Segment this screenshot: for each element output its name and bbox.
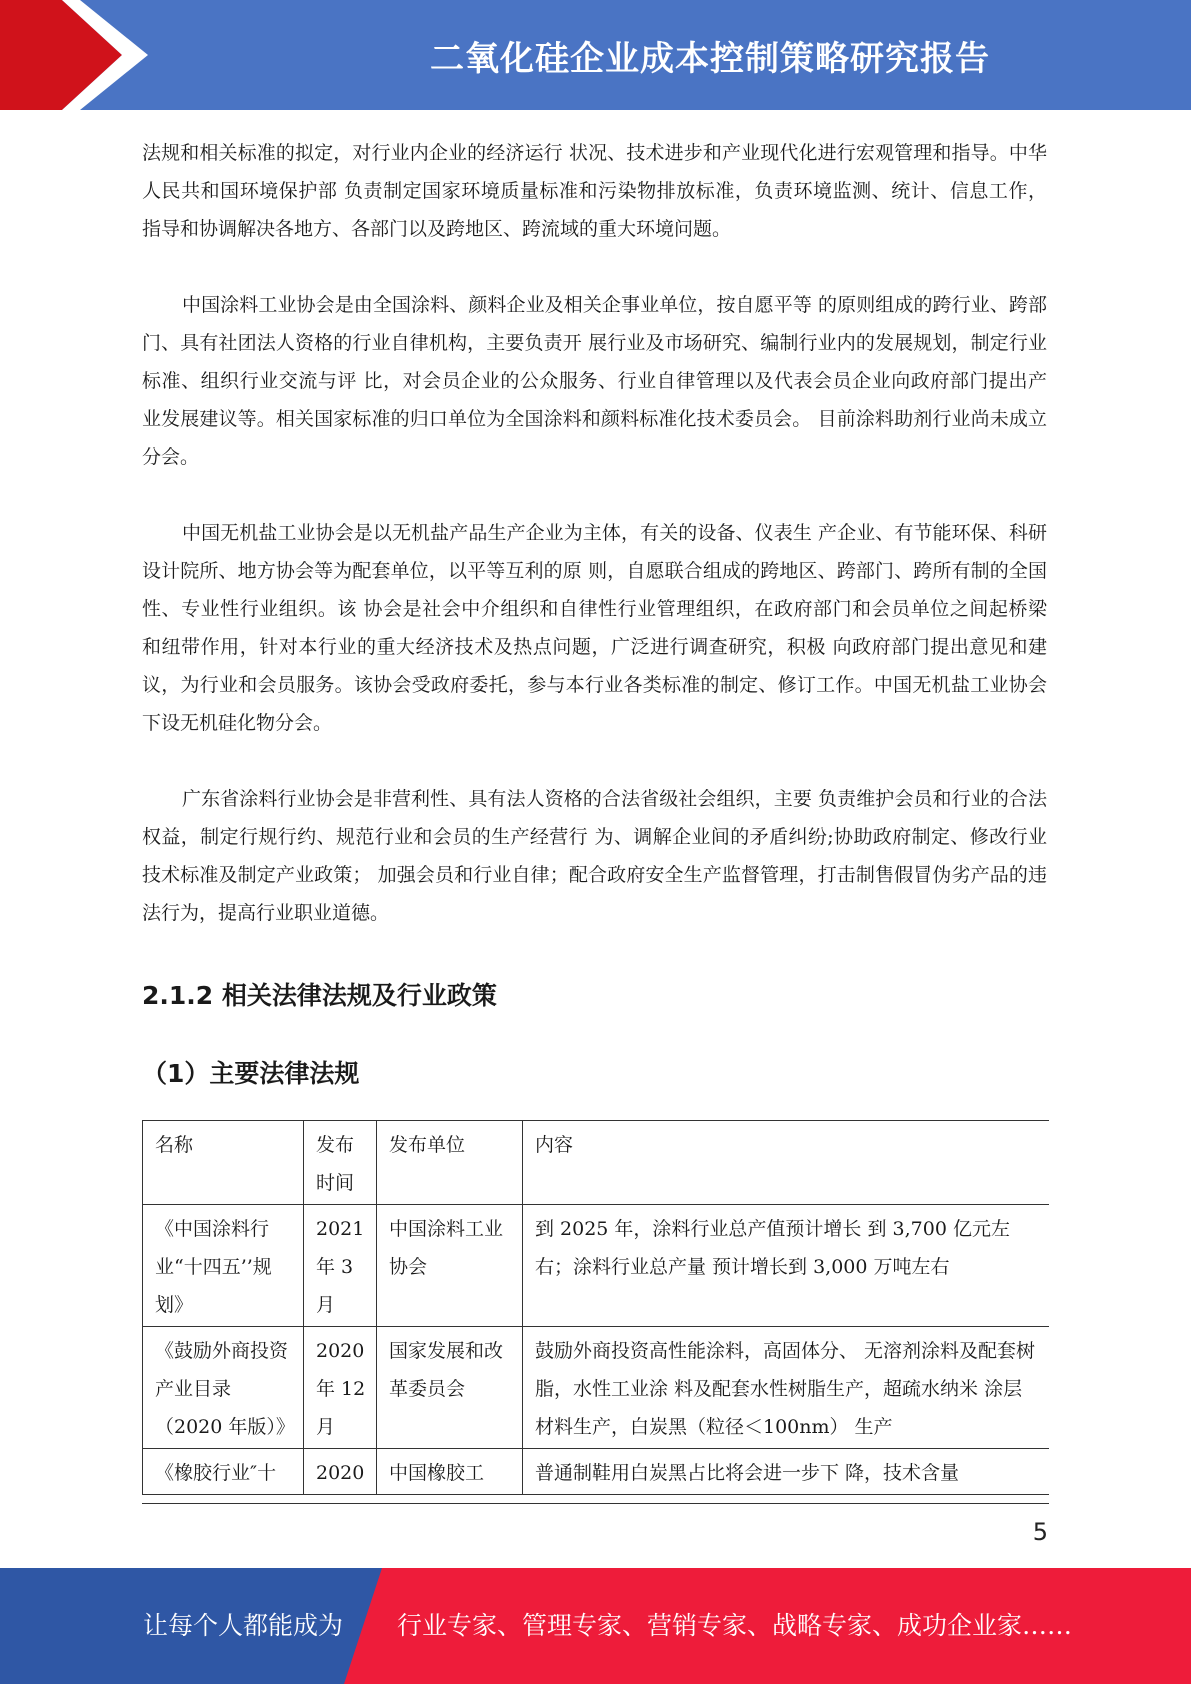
table-row — [143, 1449, 1050, 1495]
table-header-row — [143, 1121, 1050, 1205]
table-cell-name: 《橡胶行业″十 — [143, 1449, 304, 1495]
table-cell-publisher: 中国涂料工业 协会 — [377, 1205, 523, 1327]
paragraph-guangdong-association: 广东省涂料行业协会是非营利性、具有法人资格的合法省级社会组织，主要 负责维护会员和行业的合法权益，制定行规行约、规范行业和会员的生产经营行 为、调解企业间的矛盾纠纷;协助政府制定、修改行业技术标准及制定产业政策； 加强会员和行业自律；配合政府安全生产监督管理，打击制售假冒伪劣产品的违 法行为，提高行业职业道德。 — [142, 788, 1047, 924]
table-cell-publisher: 国家发展和改 革委员会 — [377, 1327, 523, 1449]
table-row — [143, 1205, 1050, 1327]
page-number: 5 — [1032, 1518, 1048, 1546]
main-content — [142, 134, 1047, 1094]
report-title: 二氧化硅企业成本控制策略研究报告 — [430, 38, 990, 79]
table-cell-publisher: 中国橡胶工 — [377, 1449, 523, 1495]
table-cell-date: 2020 年 12 月 — [304, 1327, 377, 1449]
page-header — [0, 0, 1191, 110]
section-heading: 2.1.2 相关法律法规及行业政策 — [142, 981, 497, 1010]
regulations-table-container — [142, 1120, 1049, 1504]
table-row — [143, 1327, 1050, 1449]
column-header-publisher: 发布单位 — [377, 1121, 523, 1205]
table-cell-date: 2020 — [304, 1449, 377, 1495]
table-cell-content: 鼓励外商投资高性能涂料，高固体分、 无溶剂涂料及配套树脂，水性工业涂 料及配套水性树脂生产，超疏水纳米 涂层材料生产，白炭黑（粒径＜100nm） 生产 — [523, 1327, 1050, 1449]
column-header-content: 内容 — [523, 1121, 1050, 1205]
footer-slogan-left: 让每个人都能成为 — [143, 1611, 344, 1640]
regulations-table — [142, 1120, 1049, 1495]
column-header-date: 发布时间 — [304, 1121, 377, 1205]
footer-slogan-right: 行业专家、管理专家、营销专家、战略专家、成功企业家…… — [397, 1611, 1073, 1640]
table-cell-date: 2021 年 3 月 — [304, 1205, 377, 1327]
paragraph-regulation: 法规和相关标准的拟定，对行业内企业的经济运行 状况、技术进步和产业现代化进行宏观管理和指导。中华人民共和国环境保护部 负责制定国家环境质量标准和污染物排放标准，负责环境监测、统计、信息工作， 指导和协调解决各地方、各部门以及跨地区、跨流域的重大环境问题。 — [142, 142, 1047, 240]
table-cell-content: 普通制鞋用白炭黑占比将会进一步下 降，技术含量 — [523, 1449, 1050, 1495]
page-footer — [0, 1568, 1191, 1684]
table-cell-name: 《鼓励外商投资 产业目录（2020 年版）》 — [143, 1327, 304, 1449]
table-cell-content: 到 2025 年，涂料行业总产值预计增长 到 3,700 亿元左右；涂料行业总产量 预计增长到 3,000 万吨左右 — [523, 1205, 1050, 1327]
column-header-name: 名称 — [143, 1121, 304, 1205]
table-cell-name: 《中国涂料行业“十四五’’规划》 — [143, 1205, 304, 1327]
paragraph-inorganic-salt-association: 中国无机盐工业协会是以无机盐产品生产企业为主体，有关的设备、仪表生 产企业、有节能环保、科研设计院所、地方协会等为配套单位，以平等互利的原 则，自愿联合组成的跨地区、跨部门、跨所有制的全国性、专业性行业组织。该 协会是社会中介组织和自律性行业管理组织，在政府部门和会员单位之间起桥梁 和纽带作用，针对本行业的重大经济技术及热点问题，广泛进行调查研究，积极 向政府部门提出意见和建议，为行业和会员服务。该协会受政府委托，参与本行业各类标准的制定、修订工作。中国无机盐工业协会下设无机硅化物分会。 — [142, 522, 1047, 734]
subsection-heading: （1）主要法律法规 — [142, 1059, 360, 1088]
paragraph-coatings-association: 中国涂料工业协会是由全国涂料、颜料企业及相关企事业单位，按自愿平等 的原则组成的跨行业、跨部门、具有社团法人资格的行业自律机构，主要负责开 展行业及市场研究、编制行业内的发展规划，制定行业标准、组织行业交流与评 比，对会员企业的公众服务、行业自律管理以及代表会员企业向政府部门提出产 业发展建议等。相关国家标准的归口单位为全国涂料和颜料标准化技术委员会。 目前涂料助剂行业尚未成立分会。 — [142, 294, 1047, 468]
